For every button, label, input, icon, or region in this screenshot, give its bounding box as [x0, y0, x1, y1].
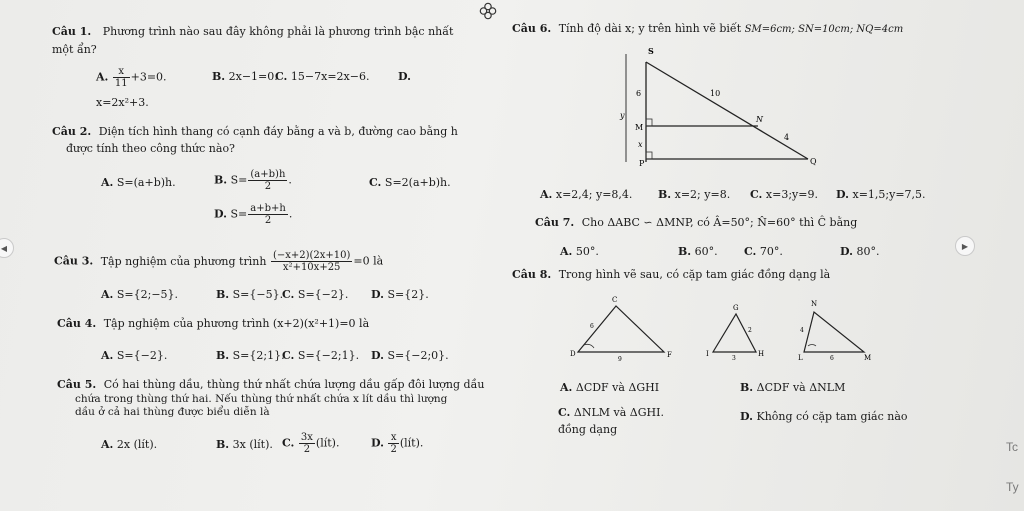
- q8-stem: Câu 8. Trong hình vẽ sau, có cặp tam giác đồng dạng là: [512, 268, 831, 281]
- q8-label-2: 2: [748, 327, 752, 334]
- q8-label-9: 9: [618, 356, 622, 363]
- q6-label-x: x: [638, 140, 643, 149]
- q8-option-a[interactable]: A. ΔCDF và ΔGHI: [560, 381, 660, 394]
- q4-option-c[interactable]: C. S={−2;1}.: [282, 349, 360, 362]
- q6-label-n: N: [756, 115, 763, 124]
- q8-label-6b: 6: [830, 355, 834, 362]
- q8-label-i: I: [706, 350, 709, 358]
- q6-stem: Câu 6. Tính độ dài x; y trên hình vẽ biết SM=6cm; SN=10cm; NQ=4cm: [512, 22, 904, 35]
- q5-option-d[interactable]: D. $\frac{x}{2}$ (lít).: [371, 432, 424, 455]
- q6-label-4: 4: [784, 133, 790, 142]
- q3-fraction: $\frac{(-x+2)(2x+10)}{\text{x²+10x+25}}$: [272, 250, 351, 273]
- q6-option-b[interactable]: B. x=2; y=8.: [658, 188, 731, 201]
- q5-text-line2: chứa trong thùng thứ hai. Nếu thùng thứ nhất chứa x lít dầu thì lượng: [75, 393, 448, 405]
- q8-label-4: 4: [800, 327, 804, 334]
- q8-option-c[interactable]: C. ΔNLM và ΔGHI.: [558, 406, 664, 419]
- edge-text-2: Ty: [1006, 480, 1019, 494]
- q6-label-m: M: [635, 123, 644, 132]
- q8-label-3: 3: [732, 355, 736, 362]
- q8-label-f: F: [667, 351, 672, 359]
- q8-option-b[interactable]: B. ΔCDF và ΔNLM: [740, 381, 846, 394]
- q5-option-a[interactable]: A. 2x (lít).: [101, 438, 158, 451]
- q3-option-d[interactable]: D. S={2}.: [371, 288, 429, 301]
- edge-text-1: Tc: [1006, 440, 1018, 454]
- q2-text-line2: được tính theo công thức nào?: [66, 142, 235, 155]
- q3-stem: Câu 3. Tập nghiệm của phương trình $\frac{(-x+2)(2x+10)}{\text{x²+10x+25}}$ =0 là: [54, 250, 384, 273]
- q6-label-p: P: [639, 159, 645, 168]
- q2-option-b[interactable]: B. S= $\frac{(a+b)h}{2}$ .: [214, 169, 292, 192]
- q3-option-b[interactable]: B. S={−5}.: [216, 288, 284, 301]
- clover-icon: [479, 2, 497, 20]
- q2-option-a[interactable]: A. S=(a+b)h.: [101, 176, 176, 189]
- q5-stem: Câu 5. Có hai thùng dầu, thùng thứ nhất chứa lượng dầu gấp đôi lượng dầu: [57, 378, 485, 391]
- q2-option-c[interactable]: C. S=2(a+b)h.: [369, 176, 451, 189]
- q2-option-d[interactable]: D. S= $\frac{a+b+h}{2}$ .: [214, 203, 293, 226]
- q3-option-c[interactable]: C. S={−2}.: [282, 288, 349, 301]
- q1-option-d-text: x=2x²+3.: [96, 96, 149, 109]
- q8-label-n: N: [811, 300, 818, 308]
- q5-text-line3: dầu ở cả hai thùng được biểu diễn là: [75, 406, 270, 418]
- q3-option-a[interactable]: A. S={2;−5}.: [101, 288, 179, 301]
- q7-stem: Câu 7. Cho ΔABC ∽ ΔMNP, có Â=50°; N̂=60° thì Ĉ bằng: [535, 216, 858, 229]
- q4-option-b[interactable]: B. S={2;1}.: [216, 349, 285, 362]
- q4-stem: Câu 4. Tập nghiệm của phương trình (x+2)(x²+1)=0 là: [57, 317, 370, 330]
- q8-label-l: L: [798, 354, 803, 362]
- q6-option-c[interactable]: C. x=3;y=9.: [750, 188, 818, 201]
- q7-option-b[interactable]: B. 60°.: [678, 245, 718, 258]
- q1-stem: [52, 25, 453, 38]
- q1-option-c[interactable]: C. 15−7x=2x−6.: [275, 70, 370, 83]
- q7-option-a[interactable]: A. 50°.: [560, 245, 599, 258]
- q8-label-h: H: [758, 350, 765, 358]
- q1-option-b[interactable]: B. 2x−1=0.: [212, 70, 278, 83]
- q1-text: Phương trình nào sau đây không phải là phương trình bậc nhất: [102, 25, 454, 38]
- q8-label-d: D: [570, 350, 576, 358]
- q8-label-m: M: [864, 354, 872, 362]
- q7-option-c[interactable]: C. 70°.: [744, 245, 783, 258]
- q8-label-g: G: [733, 304, 739, 312]
- q5-option-c[interactable]: C. $\frac{3x}{2}$ (lít).: [282, 432, 340, 455]
- q6-figure: [608, 44, 828, 169]
- q8-figure: [568, 294, 883, 366]
- q6-option-d[interactable]: D. x=1,5;y=7,5.: [836, 188, 926, 201]
- q7-option-d[interactable]: D. 80°.: [840, 245, 880, 258]
- q6-label-10: 10: [710, 89, 721, 98]
- q6-given: SM=6cm; SN=10cm; NQ=4cm: [744, 24, 904, 35]
- q6-label-s: S: [648, 46, 654, 56]
- q1-option-a[interactable]: A. $\frac{x}{11}$ +3=0.: [96, 66, 167, 89]
- q4-option-a[interactable]: A. S={−2}.: [101, 349, 168, 362]
- q6-option-a[interactable]: A. x=2,4; y=8,4.: [540, 188, 633, 201]
- q6-label-q: Q: [810, 157, 817, 166]
- q5-option-b[interactable]: B. 3x (lít).: [216, 438, 273, 451]
- q1-text-line2: một ẩn?: [52, 43, 97, 56]
- q8-option-c-text2: đồng dạng: [558, 423, 618, 436]
- q1-a-fraction: $\frac{x}{11}$: [114, 66, 128, 89]
- q2-stem: Câu 2. Diện tích hình thang có cạnh đáy bằng a và b, đường cao bằng h: [52, 125, 458, 138]
- q6-label-y: y: [620, 111, 625, 120]
- q8-label-c: C: [612, 296, 618, 304]
- q8-option-d[interactable]: D. Không có cặp tam giác nào: [740, 410, 908, 423]
- q1-label: Câu 1.: [52, 25, 92, 38]
- q8-label-6a: 6: [590, 323, 594, 330]
- play-icon[interactable]: ▶: [955, 236, 975, 256]
- chevron-left-icon[interactable]: ◀: [0, 238, 14, 258]
- q1-option-d[interactable]: D.: [398, 70, 411, 83]
- q6-label-6: 6: [636, 89, 642, 98]
- q4-option-d[interactable]: D. S={−2;0}.: [371, 349, 449, 362]
